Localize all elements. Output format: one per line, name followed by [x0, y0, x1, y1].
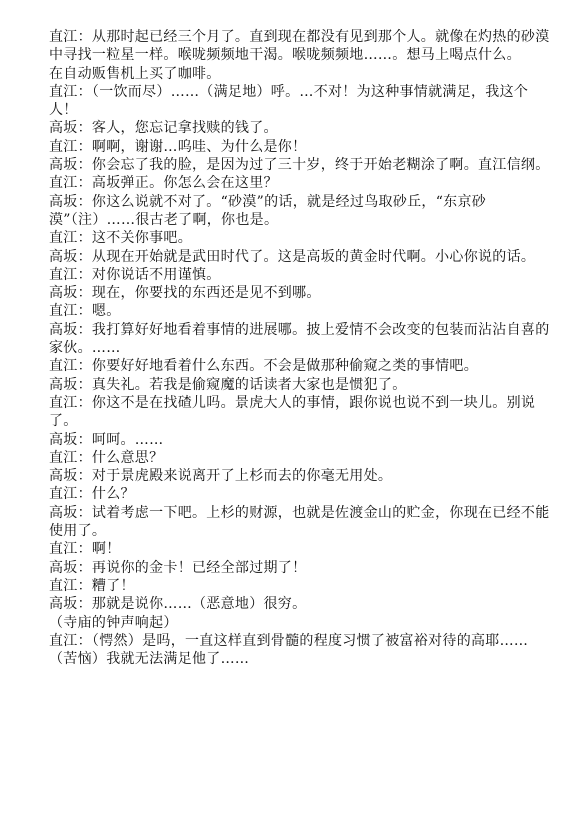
dialogue-line: 高坂：从现在开始就是武田时代了。这是高坂的黄金时代啊。小心你说的话。 — [49, 248, 536, 265]
dialogue-line: 高坂：现在，你要找的东西还是见不到哪。 — [49, 285, 321, 302]
stage-direction: （寺庙的钟声响起） — [49, 614, 178, 631]
dialogue-line: 直江：你这不是在找碴儿吗。景虎大人的事情，跟你说也说不到一块儿。别说了。 — [49, 394, 536, 430]
dialogue-line: 直江：这不关你事吧。 — [49, 230, 192, 247]
dialogue-line: 直江：你要好好地看着什么东西。不会是做那种偷窥之类的事情吧。 — [49, 358, 478, 375]
dialogue-line: 直江：什么意思？ — [49, 449, 164, 466]
dialogue-line: 高坂：那就是说你……（恶意地）很穷。 — [49, 596, 307, 613]
dialogue-line: 高坂：再说你的金卡！已经全部过期了！ — [49, 559, 307, 576]
dialogue-line: 高坂：呵呵。…… — [49, 431, 164, 448]
dialogue-line: 直江：糟了！ — [49, 577, 135, 594]
dialogue-line: 直江：从那时起已经三个月了。直到现在都没有见到那个人。就像在灼热的砂漠中寻找一粒星一样。喉咙频频地干渴。喉咙频频地……。想马上喝点什么。 — [49, 29, 550, 64]
dialogue-line: 直江：啊啊，谢谢…呜哇、为什么是你！ — [49, 138, 307, 155]
stage-direction: 在自动贩售机上买了咖啡。 — [49, 65, 221, 82]
dialogue-line: 高坂：真失礼。若我是偷窥魔的话读者大家也是惯犯了。 — [49, 376, 407, 393]
dialogue-line: 直江：（一饮而尽）……（满足地）呼。…不对！为这种事情就满足，我这个人！ — [49, 83, 529, 119]
dialogue-line: 高坂：对于景虎殿来说离开了上杉而去的你毫无用处。 — [49, 468, 393, 485]
dialogue-line: 高坂：你会忘了我的脸，是因为过了三十岁，终于开始老糊涂了啊。直江信纲。 — [49, 157, 550, 174]
dialogue-line: 直江：高坂弹正。你怎么会在这里？ — [49, 175, 278, 192]
dialogue-line: 高坂：试着考虑一下吧。上杉的财源，也就是佐渡金山的贮金，你现在已经不能使用了。 — [49, 504, 550, 540]
dialogue-line: 直江：（愕然）是吗，一直这样直到骨髓的程度习惯了被富裕对待的高耶……（苦恼）我就无法满足他了…… — [49, 632, 529, 668]
dialogue-line: 直江：什么？ — [49, 486, 135, 503]
dialogue-line: 高坂：你这么说就不对了。“砂漠”的话，就是经过鸟取砂丘，“东京砂漠”（注）……很古老了啊，你也是。 — [49, 193, 487, 228]
dialogue-line: 高坂：客人，您忘记拿找赎的钱了。 — [49, 120, 278, 137]
dialogue-line: 高坂：我打算好好地看着事情的进展哪。披上爱情不会改变的包装而沾沾自喜的家伙。…… — [49, 321, 550, 357]
dialogue-line: 直江：对你说话不用谨慎。 — [49, 266, 221, 283]
dialogue-line: 直江：嗯。 — [49, 303, 121, 320]
dialogue-line: 直江：啊！ — [49, 541, 121, 558]
